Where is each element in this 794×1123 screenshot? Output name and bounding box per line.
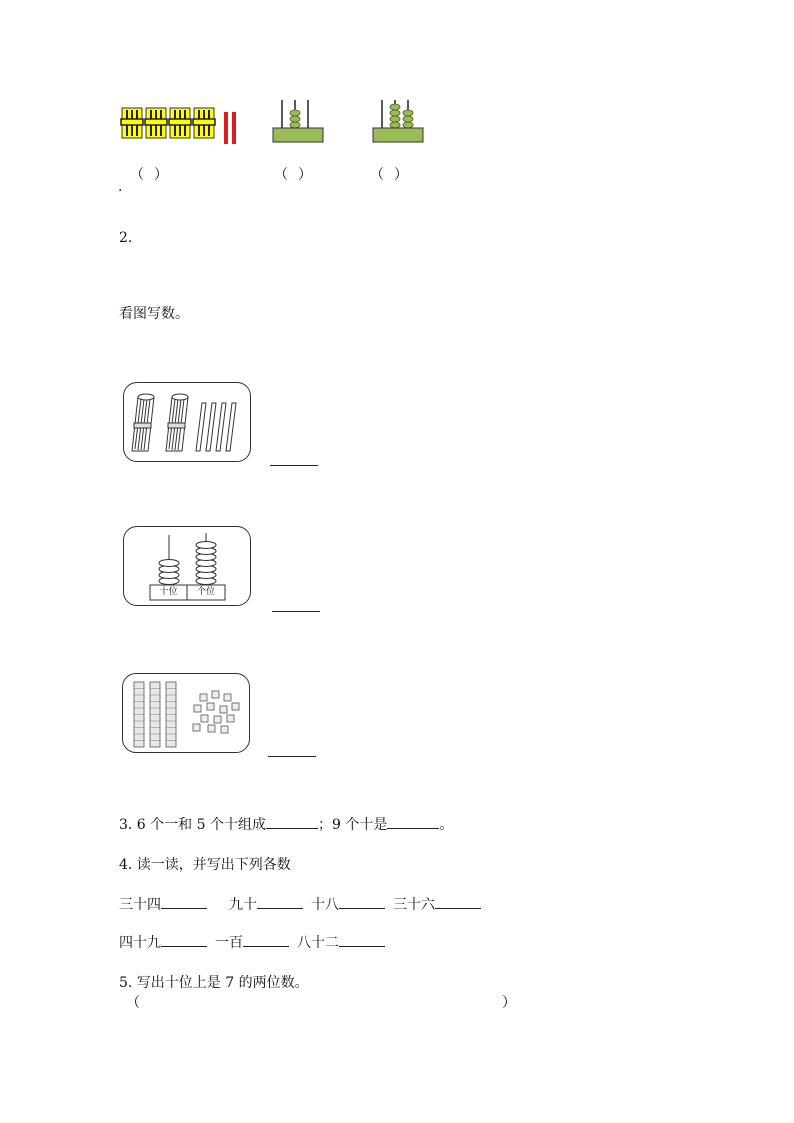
q3-text-b: ；9 个十是 [317, 817, 388, 833]
q3-blank-2[interactable] [387, 816, 439, 829]
paren-open: （ [126, 995, 140, 1011]
answer-blank[interactable] [161, 896, 207, 909]
paren-open: （ [274, 167, 288, 183]
q4-row-1 [119, 896, 481, 914]
bundle-of-ten-4 [193, 108, 215, 138]
answer-blank-c[interactable] [268, 756, 316, 757]
q1-answer-1[interactable] [130, 166, 168, 184]
answer-blank[interactable] [161, 934, 207, 947]
q1-dot: . [118, 179, 123, 195]
q2-instruction: 看图写数。 [119, 306, 189, 322]
q2-number: 2. [119, 230, 133, 246]
q3-text-a: 3. 6 个一和 5 个十组成 [119, 817, 266, 833]
tens-place-label: 十位 [159, 587, 178, 597]
single-stick-1 [224, 112, 228, 144]
q5-answer-box[interactable] [126, 994, 516, 1012]
answer-blank-b[interactable] [272, 611, 320, 612]
word-number: 三十六 [393, 897, 435, 913]
abacus-small-1 [268, 98, 328, 144]
cubes-drawing [123, 674, 249, 752]
paren-close: ） [394, 167, 408, 183]
answer-blank[interactable] [339, 896, 385, 909]
answer-blank[interactable] [243, 934, 289, 947]
q1-answer-2[interactable] [274, 166, 312, 184]
paren-close: ） [298, 167, 312, 183]
bundles-and-sticks-image [118, 100, 248, 146]
q4-title: 4. 读一读，并写出下列各数 [119, 857, 291, 873]
q5-title: 5. 写出十位上是 7 的两位数。 [119, 975, 309, 991]
word-number: 四十九 [119, 935, 161, 951]
bundle-of-ten-1 [121, 108, 143, 138]
bundles-sticks-drawing [124, 383, 250, 461]
q1-answer-3[interactable] [370, 166, 408, 184]
word-number: 三十四 [119, 897, 161, 913]
word-number: 九十 [229, 897, 257, 913]
answer-blank-a[interactable] [270, 465, 318, 466]
answer-blank[interactable] [257, 896, 303, 909]
word-number: 十八 [311, 897, 339, 913]
abacus-small-2 [368, 98, 428, 144]
q3-text-c: 。 [439, 817, 454, 833]
answer-blank[interactable] [339, 934, 385, 947]
bundle-of-ten-3 [169, 108, 191, 138]
q3-blank-1[interactable] [266, 816, 318, 829]
picture-cubes [122, 673, 250, 753]
bundle-of-ten-2 [145, 108, 167, 138]
paren-open: （ [370, 167, 384, 183]
answer-blank[interactable] [435, 896, 481, 909]
q3-line [119, 816, 453, 834]
word-number: 一百 [215, 935, 243, 951]
paren-open: （ [130, 167, 144, 183]
picture-bundles-sticks [123, 382, 251, 462]
single-stick-2 [232, 112, 236, 144]
paren-close: ） [502, 995, 516, 1011]
word-number: 八十二 [297, 935, 339, 951]
picture-counter-abacus [123, 526, 251, 606]
ones-place-label: 个位 [196, 587, 215, 597]
paren-close: ） [154, 167, 168, 183]
q4-row-2 [119, 934, 385, 952]
